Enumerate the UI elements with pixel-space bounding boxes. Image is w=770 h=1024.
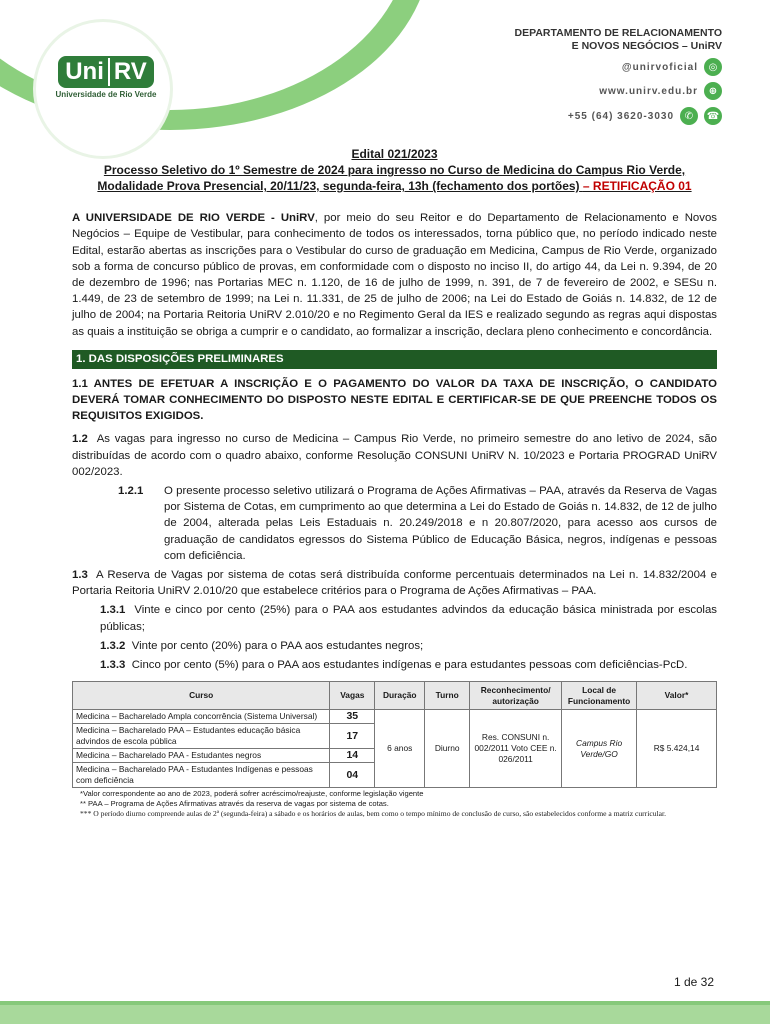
contact-website[interactable] — [599, 82, 722, 100]
cell-curso: Medicina – Bacharelado PAA – Estudantes educação básica advindos de escola pública — [73, 724, 330, 749]
intro-paragraph — [72, 210, 717, 340]
cell-curso: Medicina – Bacharelado PAA - Estudantes negros — [73, 749, 330, 763]
logo-uni: Uni — [65, 58, 104, 85]
section-heading-1: 1. DAS DISPOSIÇÕES PRELIMINARES — [72, 350, 717, 369]
title-line-1: Processo Seletivo do 1º Semestre de 2024 para ingresso no Curso de Medicina do Campus Rio Verde, — [103, 163, 686, 178]
th-turno: Turno — [425, 682, 470, 710]
item-1-3-2-num: 1.3.2 — [100, 639, 126, 652]
item-1-3-num: 1.3 — [72, 569, 88, 582]
item-1-3-1-text: Vinte e cinco por cento (25%) para o PAA aos estudantes advindos da educação básica ministrada por escolas públicas; — [100, 604, 717, 633]
item-1-1: 1.1 ANTES DE EFETUAR A INSCRIÇÃO E O PAGAMENTO DO VALOR DA TAXA DE INSCRIÇÃO, O CANDIDATO DEVERÁ TOMAR CONHECIMENTO DO DISPOSTO NESTE EDITAL E CERTIFICAR-SE DE QUE PREENCHE TODOS OS REQUISITOS EXIGIDOS. — [72, 377, 717, 423]
cell-valor: R$ 5.424,14 — [637, 710, 717, 788]
th-duracao: Duração — [375, 682, 425, 710]
footer-bar-inner — [0, 1005, 770, 1024]
cell-vagas: 35 — [330, 710, 375, 724]
dept-line-1: DEPARTAMENTO DE RELACIONAMENTO — [514, 27, 722, 39]
globe-icon: ⊕ — [704, 82, 722, 100]
th-valor: Valor* — [637, 682, 717, 710]
intro-lead: A UNIVERSIDADE DE RIO VERDE - UniRV — [72, 212, 315, 225]
title-line-2 — [72, 178, 717, 194]
item-1-2-1-text: O presente processo seletivo utilizará o Programa de Ações Afirmativas – PAA, através da Reserva de Vagas por Sistema de Cotas, em cumprimento ao que determina a Lei do Estado de Goiás n. 14.832, de 12 de julho de 2004, alterada pelas Leis Estaduais n. 20.249/2018 e n 20.807/2020, para acesso aos cursos de graduação de candidatos egressos do Sistema Público de Educação Básica, negros, indígenas e pessoas com deficiência. — [164, 485, 717, 562]
item-1-3 — [72, 567, 717, 599]
item-1-2-1 — [72, 483, 717, 564]
note-1: *Valor correspondente ao ano de 2023, poderá sofrer acréscimo/reajuste, conforme legislação vigente — [80, 789, 424, 799]
instagram-handle: @unirvoficial — [621, 61, 698, 73]
unirv-logo — [58, 56, 154, 88]
page-number: 1 de 32 — [673, 975, 714, 989]
item-1-3-2 — [72, 638, 717, 654]
item-1-2-num: 1.2 — [72, 433, 88, 446]
cell-duracao: 6 anos — [375, 710, 425, 788]
item-1-3-1 — [72, 602, 717, 634]
intro-text: , por meio do seu Reitor e do Departamento de Relacionamento e Novos Negócios – Equipe de Vestibular, para conhecimento de todos os interessados, torna público que, no período indicado neste Edital, estarão abertas as inscrições para o Vestibular do curso de graduação em Medicina, Campus de Rio Verde, organizado sob a forma de concurso público de provas, em conformidade com o disposto no inciso II, do artigo 44, da Lei n. 9.394, de 20 de dezembro de 1996; nas Portarias MEC n. 1.120, de 16 de julho de 1999, n. 391, de 7 de fevereiro de 2002, e SESu n. 1.449, de 23 de setembro de 1999; na Lei n. 11.331, de 25 de julho de 2006; na Lei do Estado de Goiás n. 14.832, de 12 de julho de 2004; na Portaria Reitoria UniRV 2.010/20 e no Regimento Geral da IES e realizado segundo as regras aqui dispostas as quais a instituição se obriga a cumprir e o candidato, ao formalizar a inscrição, declara pleno conhecimento e concordância. — [72, 212, 717, 338]
vacancy-table — [72, 681, 717, 788]
retificacao-label: – RETIFICAÇÃO 01 — [582, 179, 692, 194]
th-vagas: Vagas — [330, 682, 375, 710]
cell-curso: Medicina – Bacharelado PAA - Estudantes Indígenas e pessoas com deficiência — [73, 763, 330, 788]
whatsapp-icon: ✆ — [680, 107, 698, 125]
th-curso: Curso — [73, 682, 330, 710]
table-header-row — [73, 682, 717, 710]
item-1-2-1-num: 1.2.1 — [118, 485, 144, 498]
item-1-3-3-text: Cinco por cento (5%) para o PAA aos estudantes indígenas e para estudantes pessoas com deficiências-PcD. — [131, 659, 688, 672]
table-notes — [72, 789, 717, 819]
item-1-3-2-text: Vinte por cento (20%) para o PAA aos estudantes negros; — [131, 639, 424, 652]
cell-vagas: 14 — [330, 749, 375, 763]
instagram-icon: ◎ — [704, 58, 722, 76]
contact-instagram[interactable] — [622, 58, 722, 76]
cell-reconhecimento: Res. CONSUNI n. 002/2011 Voto CEE n. 026/2011 — [470, 710, 562, 788]
phone-icon: ☎ — [704, 107, 722, 125]
th-reconhecimento: Reconhecimento/ autorização — [470, 682, 562, 710]
edital-number: Edital 021/2023 — [351, 147, 438, 161]
cell-local: Campus Rio Verde/GO — [562, 710, 637, 788]
item-1-3-3 — [72, 657, 717, 673]
logo-subtitle: Universidade de Rio Verde — [55, 90, 157, 99]
item-1-3-1-num: 1.3.1 — [100, 604, 126, 617]
logo-circle — [36, 22, 170, 156]
document-title — [72, 162, 717, 194]
item-1-2-text: As vagas para ingresso no curso de Medicina – Campus Rio Verde, no primeiro semestre do ano letivo de 2024, são distribuídas de acordo com o quadro abaixo, conforme Resolução CONSUNI UniRV N. 10/2023 e Portaria PROGRAD UniRV 002/2023. — [72, 433, 718, 478]
table-row — [73, 710, 717, 724]
department-name — [515, 27, 722, 53]
document-body — [72, 146, 717, 819]
note-2: ** PAA – Programa de Ações Afirmativas através da reserva de vagas por sistema de cotas. — [80, 799, 389, 809]
dept-line-2: E NOVOS NEGÓCIOS – UniRV — [571, 40, 722, 52]
item-1-3-text: A Reserva de Vagas por sistema de cotas será distribuída conforme percentuais determinados na Lei n. 14.832/2004 e Portaria Reitoria UniRV 2.010/20 que estabelece critérios para o Programa de Ações Afirmativas – PAA. — [72, 569, 717, 598]
cell-vagas: 17 — [330, 724, 375, 749]
cell-turno: Diurno — [425, 710, 470, 788]
item-1-2 — [72, 431, 717, 480]
logo-rv: RV — [108, 58, 147, 86]
website-url: www.unirv.edu.br — [599, 85, 698, 97]
note-3: *** O período diurno compreende aulas de 2ª (segunda-feira) a sábado e os horários de aulas, bem como o tempo mínimo de conclusão de curso, são estabelecidos conforme a matriz curricular. — [80, 809, 666, 819]
th-local: Local de Funcionamento — [562, 682, 637, 710]
phone-number: +55 (64) 3620-3030 — [567, 110, 674, 122]
item-1-3-3-num: 1.3.3 — [100, 659, 126, 672]
title-line-2-text: Modalidade Prova Presencial, 20/11/23, segunda-feira, 13h (fechamento dos portões) — [97, 179, 580, 194]
contact-phone[interactable] — [568, 107, 722, 125]
cell-curso: Medicina – Bacharelado Ampla concorrência (Sistema Universal) — [73, 710, 330, 724]
cell-vagas: 04 — [330, 763, 375, 788]
